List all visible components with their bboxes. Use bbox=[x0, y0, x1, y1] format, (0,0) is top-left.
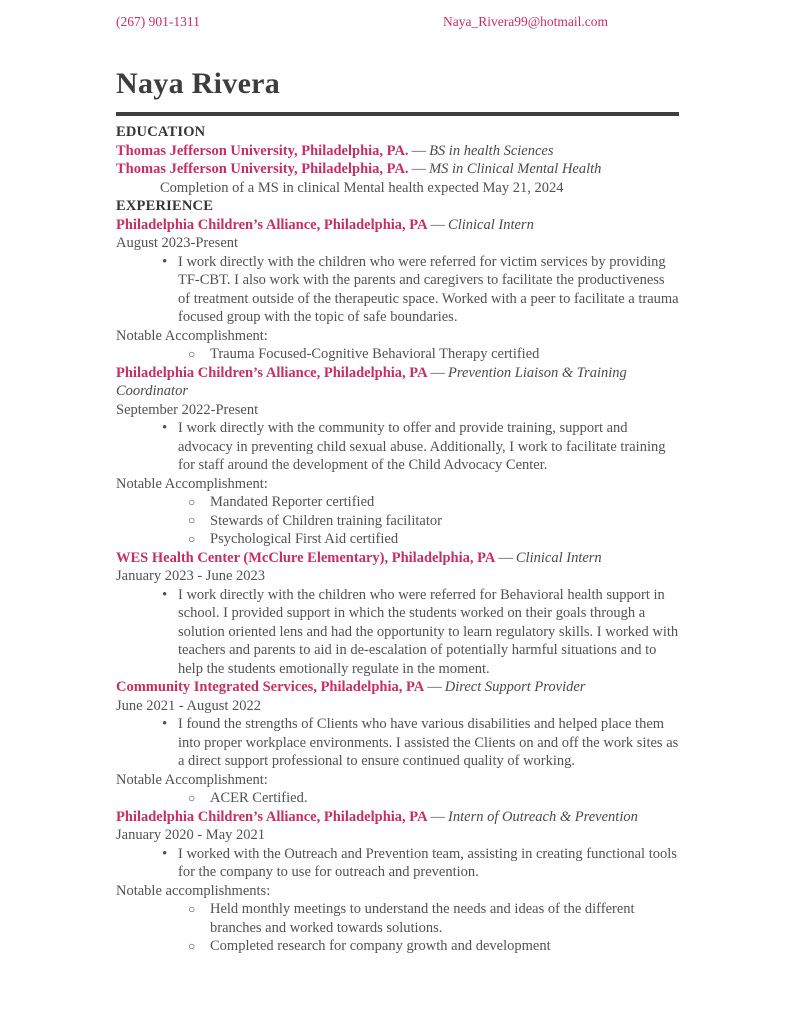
entry-school: Thomas Jefferson University, Philadelphia, PA. bbox=[116, 161, 409, 177]
section-heading-education: EDUCATION bbox=[116, 124, 206, 140]
section-heading-experience: EXPERIENCE bbox=[116, 198, 214, 214]
job-company: Philadelphia Children’s Alliance, Philadelphia, PA bbox=[116, 364, 428, 381]
notable-item: ○ ACER Certified. bbox=[116, 789, 679, 808]
job-bullet-list bbox=[116, 419, 679, 475]
job-title-line bbox=[116, 678, 679, 697]
job-dates: August 2023-Present bbox=[116, 235, 239, 251]
em-dash: — bbox=[427, 679, 442, 695]
contact-row bbox=[116, 12, 679, 31]
job-dates: September 2022-Present bbox=[116, 401, 259, 418]
job-title-line bbox=[116, 549, 679, 568]
notable-label: Notable Accomplishment: bbox=[116, 771, 268, 788]
notable-item: ○ Stewards of Children training facilitator bbox=[116, 512, 679, 531]
notable-label: Notable Accomplishment: bbox=[116, 327, 268, 344]
email-address: Naya_Rivera99@hotmail.com bbox=[443, 14, 609, 29]
job-dates: June 2021 - August 2022 bbox=[116, 697, 261, 714]
job-company: Philadelphia Children’s Alliance, Philadelphia, PA bbox=[116, 808, 428, 825]
job-role: Prevention Liaison & Training Coordinator bbox=[116, 364, 627, 399]
job-company: Community Integrated Services, Philadelphia, PA bbox=[116, 679, 425, 695]
page-title: Naya Rivera bbox=[116, 67, 281, 100]
job-title-line bbox=[116, 364, 679, 401]
job-title-line bbox=[116, 808, 679, 827]
notable-item: ○ Completed research for company growth and development bbox=[116, 937, 679, 956]
em-dash: — bbox=[411, 142, 427, 159]
notable-item: ○ Held monthly meetings to understand the needs and ideas of the different branches and worked towards solutions. bbox=[116, 900, 679, 937]
notable-list bbox=[116, 900, 679, 956]
job-bullet: • I work directly with the community to offer and provide training, support and advocacy in preventing child sexual abuse. Additionally, I work to facilitate training for staff around the development of the Child Advocacy Center. bbox=[116, 419, 679, 475]
job-role: Clinical Intern bbox=[515, 549, 602, 566]
em-dash: — bbox=[498, 549, 513, 566]
resume-body bbox=[116, 123, 679, 956]
header-divider bbox=[116, 112, 679, 116]
entry-school: Thomas Jefferson University, Philadelphia, PA. bbox=[116, 142, 409, 159]
job-role: Clinical Intern bbox=[448, 216, 534, 233]
job-title-line bbox=[116, 216, 679, 235]
job-bullet: • I worked with the Outreach and Prevention team, assisting in creating functional tools for the company to use for outreach and prevention. bbox=[116, 845, 679, 882]
phone-number: (267) 901-1311 bbox=[116, 14, 200, 29]
entry-degree: MS in Clinical Mental Health bbox=[429, 161, 602, 177]
em-dash: — bbox=[430, 216, 446, 233]
job-bullet: • I found the strengths of Clients who have various disabilities and helped place them into proper workplace environments. I assisted the Clients on and off the work sites as a direct support professional to ensure continued quality of working. bbox=[116, 715, 679, 771]
job-company: WES Health Center (McClure Elementary), Philadelphia, PA bbox=[116, 549, 496, 566]
education-entry bbox=[116, 142, 679, 161]
job-bullet-list bbox=[116, 253, 679, 327]
job-dates: January 2023 - June 2023 bbox=[116, 568, 266, 584]
job-company: Philadelphia Children’s Alliance, Philadelphia, PA bbox=[116, 216, 428, 233]
notable-label: Notable accomplishments: bbox=[116, 882, 271, 899]
job-bullet-list bbox=[116, 845, 679, 882]
em-dash: — bbox=[430, 364, 446, 381]
notable-list bbox=[116, 493, 679, 549]
education-note: Completion of a MS in clinical Mental health expected May 21, 2024 bbox=[160, 179, 564, 196]
job-bullet: • I work directly with the children who were referred for Behavioral health support in school. I provided support in which the students worked on their goals through a solution oriented lens and had the opportunity to learn regulatory skills. I worked with teachers and parents to aid in de-escalation of potentially harmful situations and to help the students emotionally regulate in the moment. bbox=[116, 586, 679, 679]
notable-label: Notable Accomplishment: bbox=[116, 475, 268, 492]
job-bullet: • I work directly with the children who were referred for victim services by providing TF-CBT. I also work with the parents and caregivers to facilitate the productiveness of treatment outside of the therapeutic space. Worked with a peer to facilitate a trauma focused group with the topic of safe boundaries. bbox=[116, 253, 679, 327]
notable-list bbox=[116, 789, 679, 808]
job-dates: January 2020 - May 2021 bbox=[116, 827, 266, 843]
notable-item: ○ Psychological First Aid certified bbox=[116, 530, 679, 549]
em-dash: — bbox=[411, 161, 427, 177]
em-dash: — bbox=[430, 808, 446, 825]
job-role: Direct Support Provider bbox=[444, 679, 586, 695]
notable-list bbox=[116, 345, 679, 364]
entry-degree: BS in health Sciences bbox=[429, 142, 554, 159]
job-bullet-list bbox=[116, 715, 679, 771]
education-entry bbox=[116, 160, 679, 179]
job-role: Intern of Outreach & Prevention bbox=[448, 808, 638, 825]
notable-item: ○ Trauma Focused-Cognitive Behavioral Therapy certified bbox=[116, 345, 679, 364]
job-bullet-list bbox=[116, 586, 679, 679]
notable-item: ○ Mandated Reporter certified bbox=[116, 493, 679, 512]
